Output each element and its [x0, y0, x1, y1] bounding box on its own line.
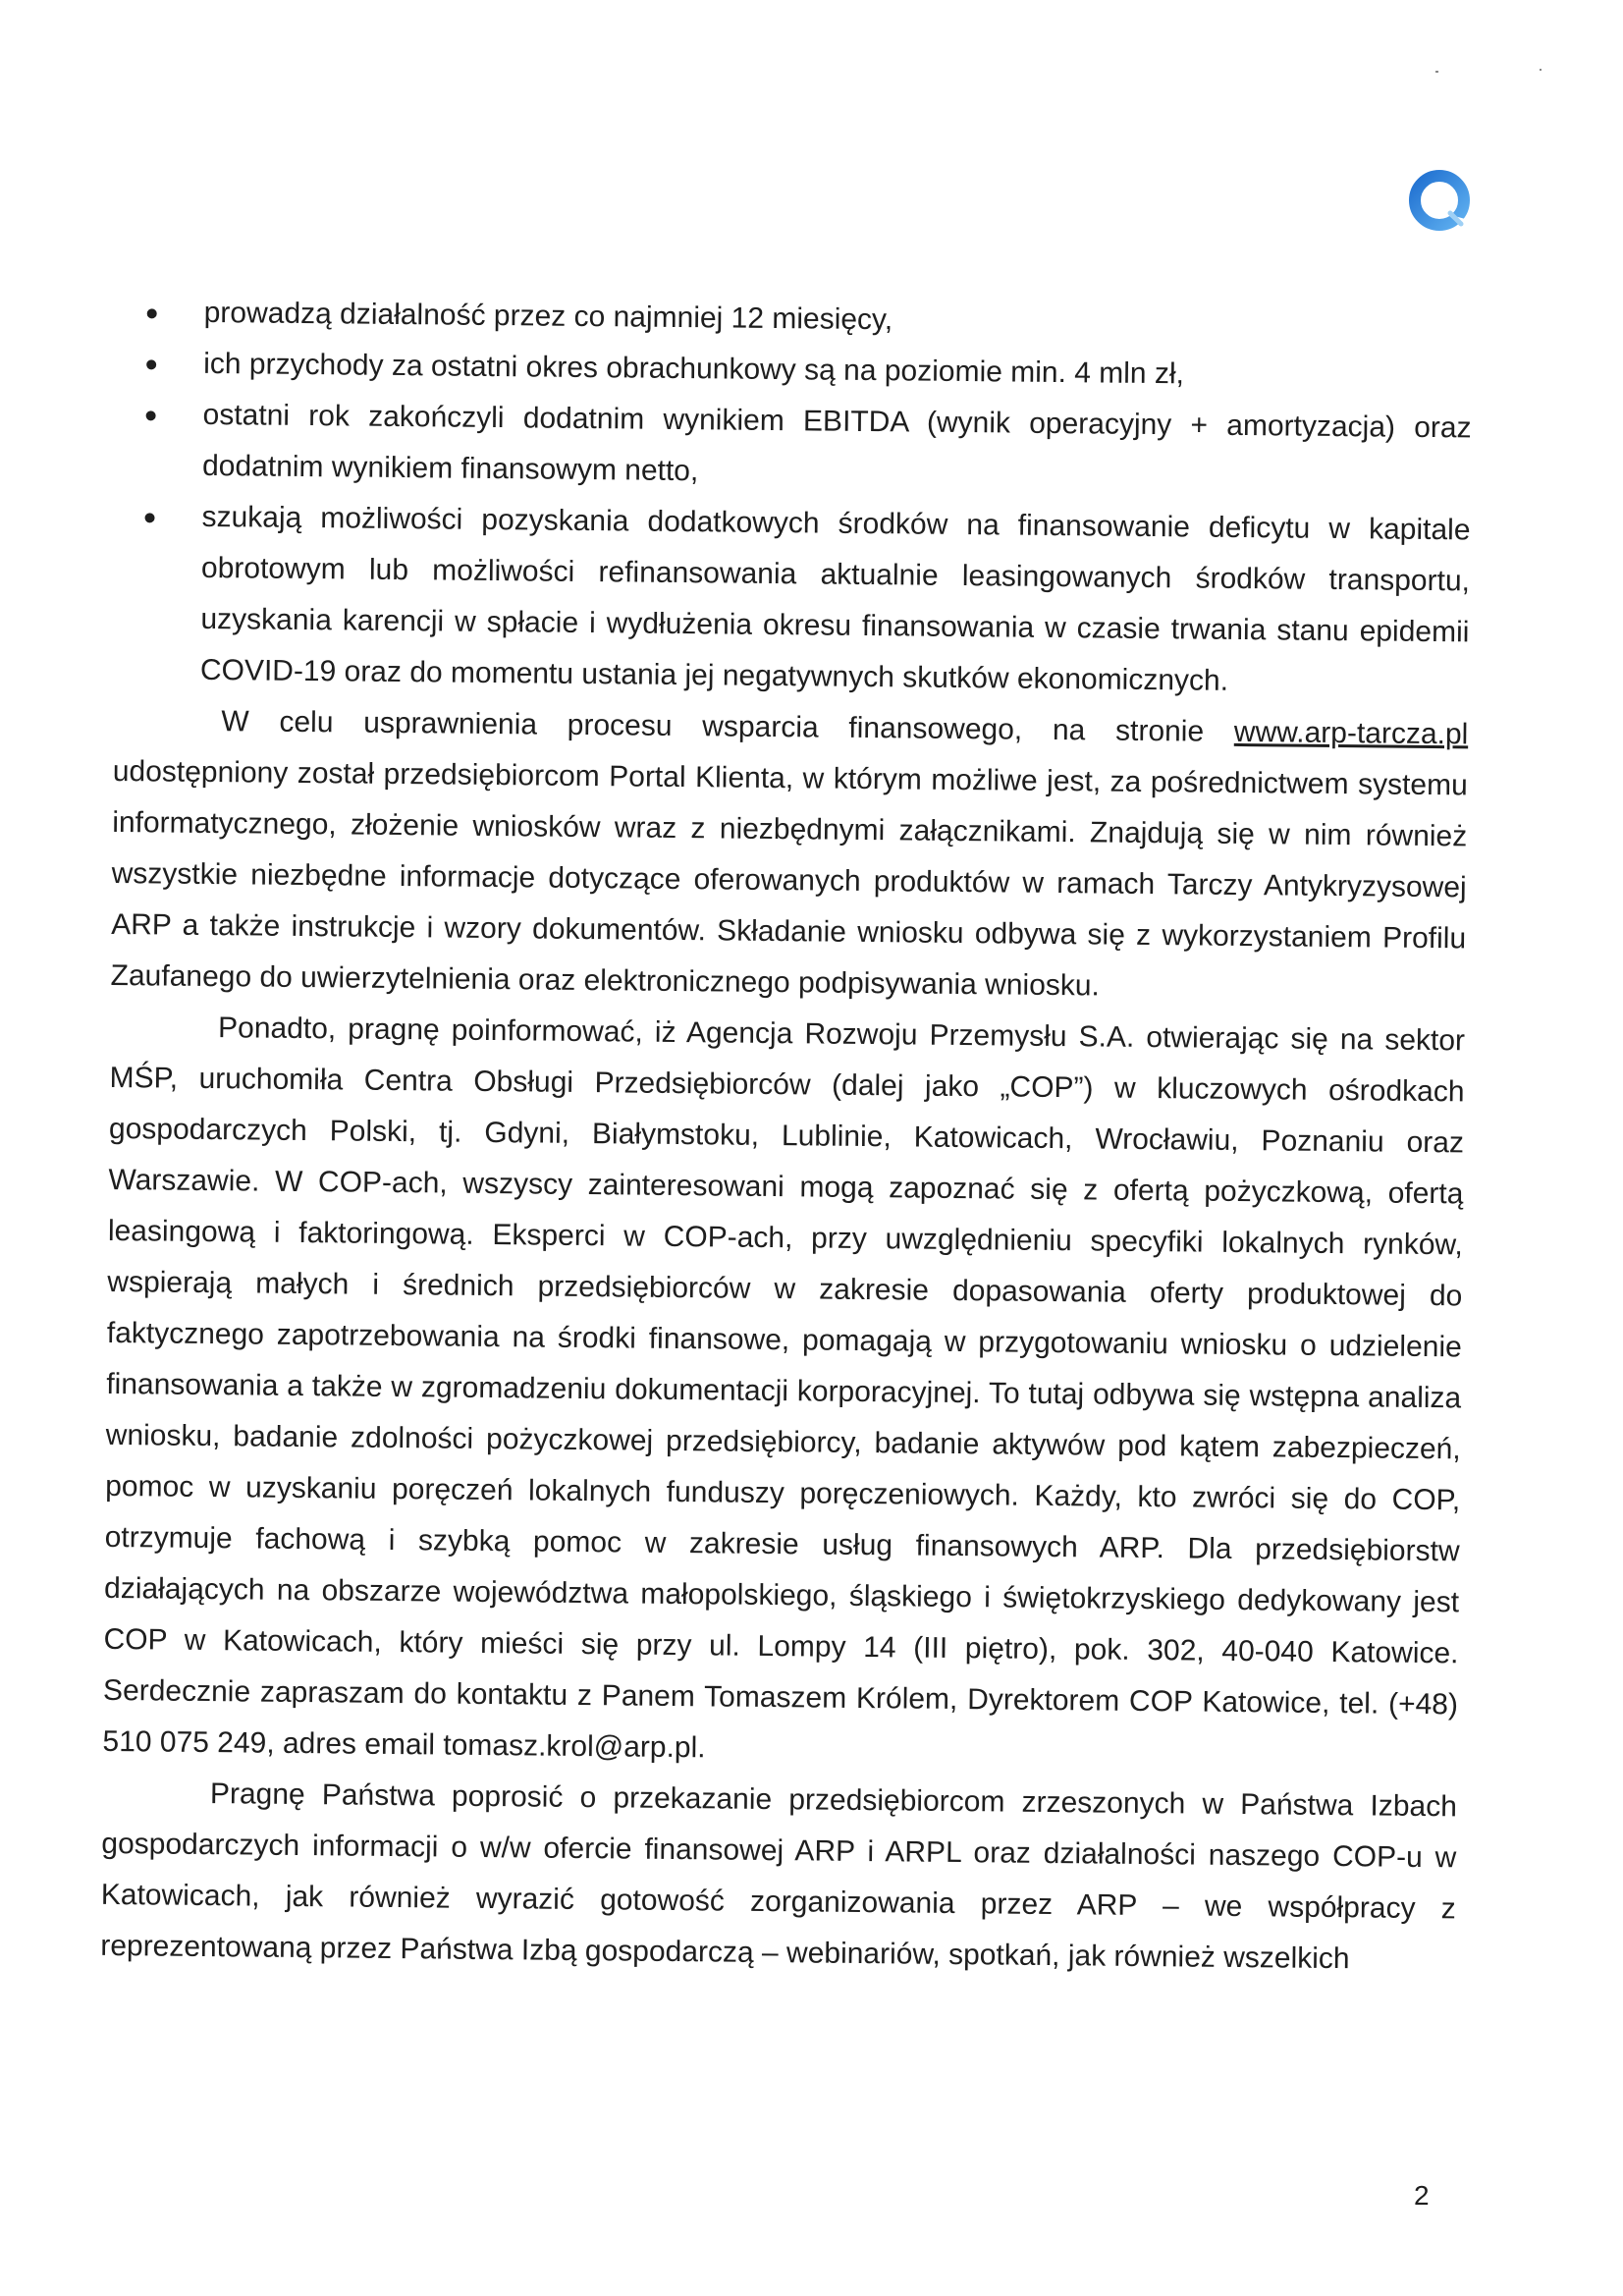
scan-speck [1540, 69, 1542, 71]
list-item [116, 389, 1472, 505]
list-item-text: ich przychody za ostatni okres obrachunkowy są na poziomie min. 4 mln zł, [203, 347, 1185, 391]
criteria-list [114, 287, 1473, 709]
letter-body [100, 287, 1473, 1986]
paragraph-text: W celu usprawnienia procesu wsparcia finansowego, na stronie [221, 705, 1235, 748]
arp-logo-icon [1404, 165, 1475, 236]
arp-tarcza-link[interactable]: www.arp-tarcza.pl [1233, 715, 1469, 751]
paragraph-text: udostępniony został przedsiębiorcom Portal Klienta, w którym możliwe jest, za pośrednictwem systemu informatycznego, złożenie wniosków wraz z niezbędnymi załącznikami. Znajdują się w nim również wszystkie niezbędne informacje dotyczące oferowanych produktów w ramach Tarczy Antykryzysowej ARP a także instrukcje i wzory dokumentów. Składanie wniosku odbywa się z wykorzystaniem Profilu Zaufanego do uwierzytelnienia oraz elektronicznego podpisywania wniosku. [110, 754, 1468, 1003]
scan-speck [1435, 71, 1438, 73]
list-item [114, 491, 1471, 709]
bullet-icon [146, 410, 156, 420]
paragraph-request: Pragnę Państwa poprosić o przekazanie przedsiębiorcom zrzeszonych w Państwa Izbach gospodarczych informacji o w/w ofercie finansowej ARP i ARPL oraz działalności naszego COP-u w Katowicach, jak również wyrazić gotowość zorganizowania przez ARP – we współpracy z reprezentowaną przez Państwa Izbą gospodarczą – webinariów, spotkań, jak również wszelkich [100, 1777, 1458, 1976]
paragraph-cop: Ponadto, pragnę poinformować, iż Agencja Rozwoju Przemysłu S.A. otwierając się na sektor MŚP, uruchomiła Centra Obsługi Przedsiębiorców (dalej jako „COP”) w kluczowych ośrodkach gospodarczych Polski, tj. Gdyni, Białymstoku, Lublinie, Katowicach, Wrocławiu, Poznaniu oraz Warszawie. W COP-ach, wszyscy zainteresowani mogą zapoznać się z ofertą pożyczkową, ofertą leasingową i faktoringową. Eksperci w COP-ach, przy uwzględnieniu specyfiki lokalnych rynków, wspierają małych i średnich przedsiębiorców w zakresie dopasowania oferty produktowej do faktycznego zapotrzebowania na środki finansowe, pomagają w przygotowaniu wniosku o udzielenie finansowania a także w zgromadzeniu dokumentacji korporacyjnej. To tutaj odbywa się wstępna analiza wniosku, badanie zdolności pożyczkowej przedsiębiorcy, badanie aktywów pod kątem zabezpieczeń, pomoc w uzyskaniu poręczeń lokalnych funduszy poręczeniowych. Każdy, kto zwróci się do COP, otrzymuje fachową i szybką pomoc w zakresie usług finansowych ARP. Dla przedsiębiorstw działających na obszarze województwa małopolskiego, śląskiego i świętokrzyskiego dedykowany jest COP w Katowicach, który mieści się przy ul. Lompy 14 (III piętro), pok. 302, 40-040 Katowice. Serdecznie zapraszam do kontaktu z Panem Tomaszem Królem, Dyrektorem COP Katowice, tel. (+48) 510 075 249, adres email tomasz.krol@arp.pl. [102, 1011, 1466, 1765]
list-item-text: szukają możliwości pozyskania dodatkowych środków na finansowanie deficytu w kapitale obrotowym lub możliwości refinansowania aktualnie leasingowanych środków transportu, uzyskania karencji w spłacie i wydłużenia okresu finansowania w czasie trwania stanu epidemii COVID-19 oraz do momentu ustania jej negatywnych skutków ekonomicznych. [199, 500, 1471, 697]
page-number: 2 [1414, 2180, 1430, 2211]
list-item-text: ostatni rok zakończyli dodatnim wynikiem EBITDA (wynik operacyjny + amortyzacja) oraz dodatnim wynikiem finansowym netto, [201, 398, 1472, 488]
list-item-text: prowadzą działalność przez co najmniej 12 miesięcy, [203, 296, 893, 337]
bullet-icon [146, 359, 156, 369]
paragraph-portal [110, 695, 1468, 1015]
bullet-icon [144, 513, 154, 522]
bullet-icon [147, 308, 157, 318]
